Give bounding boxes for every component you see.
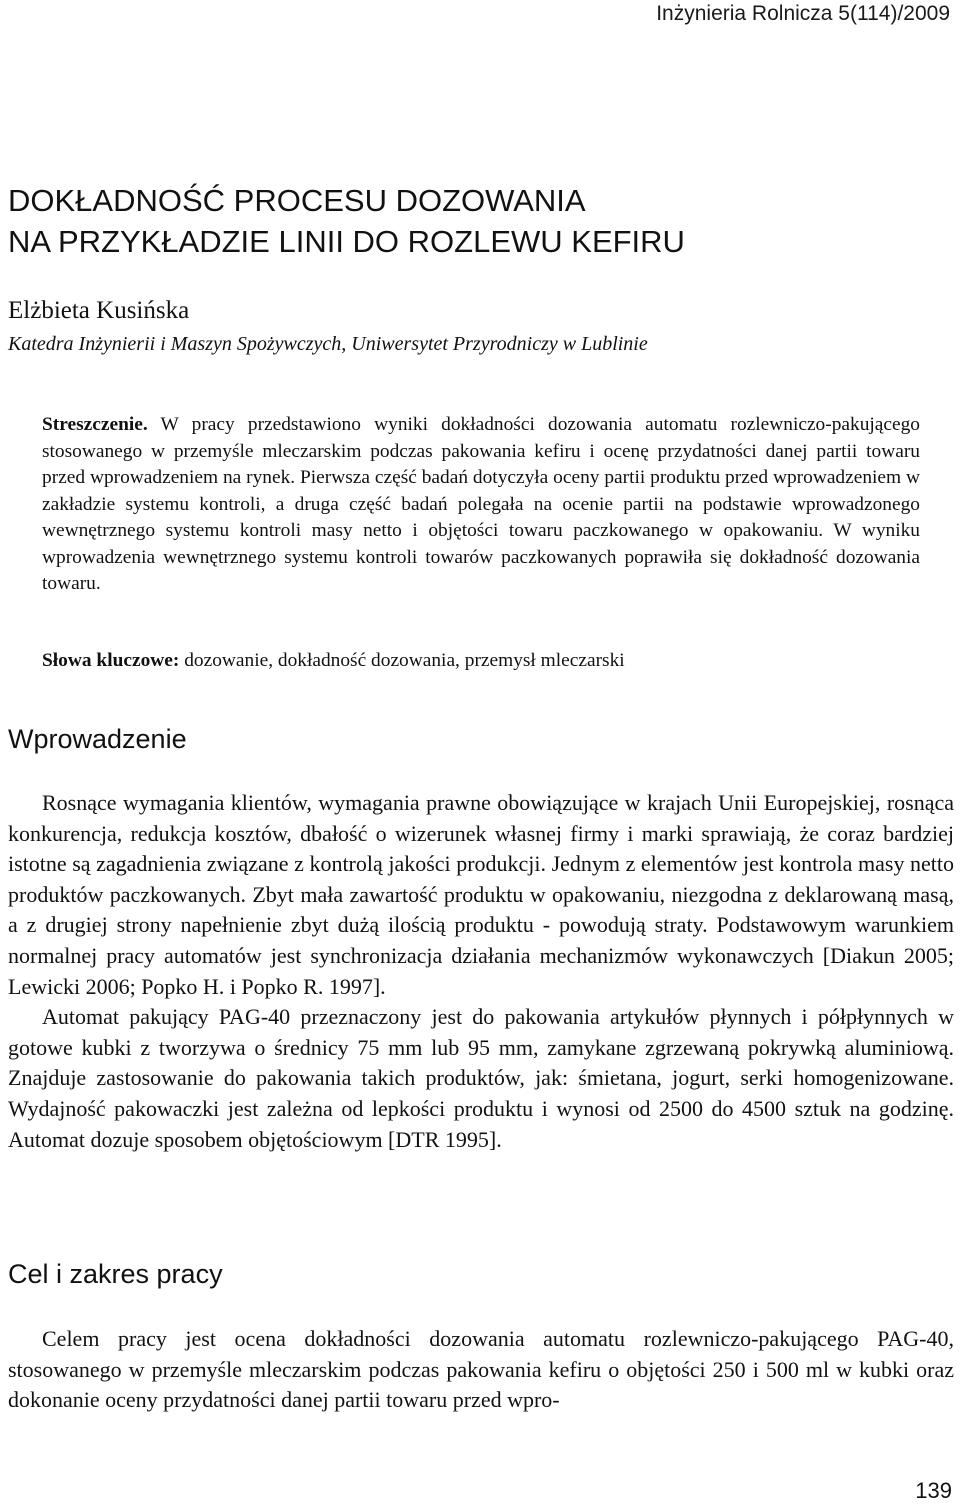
paper-title-line-1: DOKŁADNOŚĆ PROCESU DOZOWANIA (8, 183, 586, 218)
abstract-label: Streszczenie. (42, 414, 148, 435)
section-heading-intro: Wprowadzenie (8, 724, 187, 754)
keywords-label: Słowa kluczowe: (42, 650, 180, 671)
paper-title-line-2: NA PRZYKŁADZIE LINII DO ROZLEWU KEFIRU (8, 224, 685, 259)
intro-paragraph-2: Automat pakujący PAG-40 przeznaczony jest do pakowania artykułów płynnych i półpłynnych w gotowe kubki z tworzywa o średnicy 75 mm lub 95 mm, zamykane zgrzewaną pokrywką aluminiową. Znajduje zastosowanie do pakowania takich produktów, jak: śmietana, jogurt, serki homogenizowane. Wydajność pakowaczki jest zależna od lepkości produktu i wynosi od 2500 do 4500 sztuk na godzinę. Automat dozuje sposobem objętościowym [DTR 1995]. (8, 1004, 954, 1152)
section-body-intro (8, 788, 954, 1155)
abstract (42, 412, 920, 598)
keywords (42, 648, 920, 674)
author-name: Elżbieta Kusińska (8, 297, 190, 324)
keywords-text: dozowanie, dokładność dozowania, przemysł mleczarski (179, 650, 625, 671)
author-affiliation: Katedra Inżynierii i Maszyn Spożywczych, Uniwersytet Przyrodniczy w Lublinie (8, 333, 648, 355)
page-number: 139 (915, 1478, 952, 1503)
section-body-goal (8, 1324, 954, 1416)
section-heading-goal: Cel i zakres pracy (8, 1259, 223, 1289)
abstract-text: W pracy przedstawiono wyniki dokładności dozowania automatu rozlewniczo-pakującego stosowanego w przemyśle mleczarskim podczas pakowania kefiru i ocenę przydatności danej partii towaru przed wprowadzeniem na rynek. Pierwsza część badań dotyczyła oceny partii produktu przed wprowadzeniem w zakładzie systemu kontroli, a druga część badań polegała na ocenie partii na podstawie wprowadzonego wewnętrznego systemu kontroli masy netto i objętości towaru paczkowanego w opakowaniu. W wyniku wprowadzenia wewnętrznego systemu kontroli towarów paczkowanych poprawiła się dokładność dozowania towaru. (42, 414, 920, 594)
paper-title (8, 180, 908, 262)
journal-header: Inżynieria Rolnicza 5(114)/2009 (656, 2, 950, 25)
goal-paragraph-1: Celem pracy jest ocena dokładności dozowania automatu rozlewniczo-pakującego PAG-40, stosowanego w przemyśle mleczarskim podczas pakowania kefiru o objętości 250 i 500 ml w kubki oraz dokonanie oceny przydatności danej partii towaru przed wpro- (8, 1326, 954, 1413)
intro-paragraph-1: Rosnące wymagania klientów, wymagania prawne obowiązujące w krajach Unii Europejskiej, rosnąca konkurencja, redukcja kosztów, dbałość o wizerunek własnej firmy i marki sprawiają, że coraz bardziej istotne są zagadnienia związane z kontrolą jakości produkcji. Jednym z elementów jest kontrola masy netto produktów paczkowanych. Zbyt mała zawartość produktu w opakowaniu, niezgodna z deklarowaną masą, a z drugiej strony napełnienie zbyt dużą ilością produktu - powodują straty. Podstawowym warunkiem normalnej pracy automatów jest synchronizacja działania mechanizmów wykonawczych [Diakun 2005; Lewicki 2006; Popko H. i Popko R. 1997]. (8, 790, 954, 999)
